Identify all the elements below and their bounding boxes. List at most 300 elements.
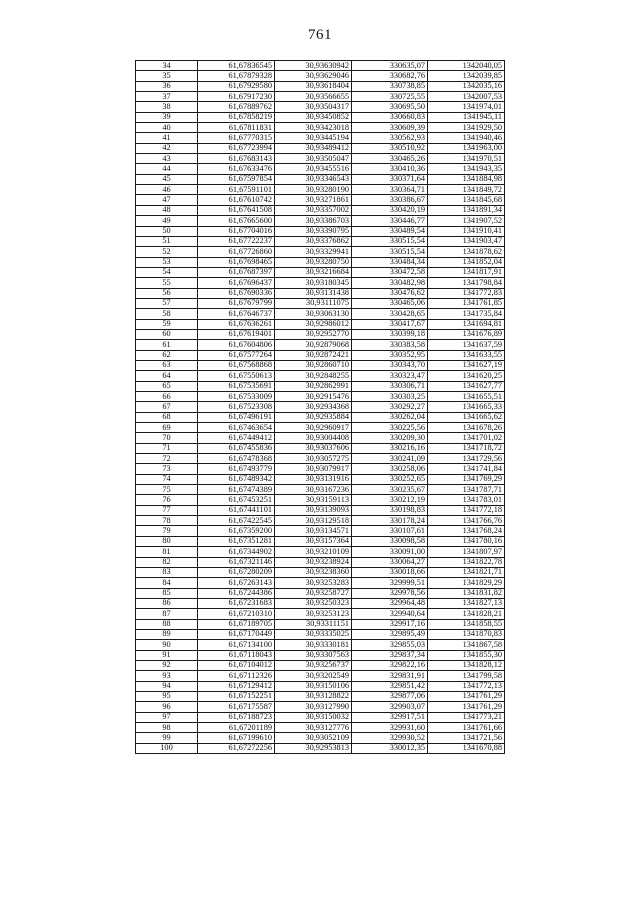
y-coordinate-cell: 1341831,82 bbox=[428, 588, 505, 598]
x-coordinate-cell: 330064,27 bbox=[352, 557, 428, 567]
x-coordinate-cell: 329837,34 bbox=[352, 650, 428, 660]
x-coordinate-cell: 330343,70 bbox=[352, 360, 428, 370]
x-coordinate-cell: 330198,83 bbox=[352, 505, 428, 515]
latitude-cell: 61,67726860 bbox=[198, 247, 275, 257]
table-row bbox=[136, 723, 505, 733]
x-coordinate-cell: 330241,09 bbox=[352, 454, 428, 464]
x-coordinate-cell: 330417,67 bbox=[352, 319, 428, 329]
longitude-cell: 30,93052109 bbox=[275, 733, 352, 743]
x-coordinate-cell: 330235,67 bbox=[352, 485, 428, 495]
x-coordinate-cell: 329851,42 bbox=[352, 681, 428, 691]
table-row bbox=[136, 392, 505, 402]
table-row bbox=[136, 164, 505, 174]
x-coordinate-cell: 329917,16 bbox=[352, 619, 428, 629]
point-number-cell: 81 bbox=[136, 547, 198, 557]
x-coordinate-cell: 330098,58 bbox=[352, 536, 428, 546]
y-coordinate-cell: 1341845,68 bbox=[428, 195, 505, 205]
x-coordinate-cell: 329940,64 bbox=[352, 609, 428, 619]
point-number-cell: 37 bbox=[136, 92, 198, 102]
coordinates-table-body bbox=[136, 61, 505, 754]
latitude-cell: 61,67523308 bbox=[198, 402, 275, 412]
longitude-cell: 30,93063130 bbox=[275, 309, 352, 319]
y-coordinate-cell: 1341821,71 bbox=[428, 567, 505, 577]
table-row bbox=[136, 412, 505, 422]
point-number-cell: 84 bbox=[136, 578, 198, 588]
y-coordinate-cell: 1341929,50 bbox=[428, 123, 505, 133]
x-coordinate-cell: 329903,07 bbox=[352, 702, 428, 712]
latitude-cell: 61,67929580 bbox=[198, 81, 275, 91]
table-row bbox=[136, 236, 505, 246]
longitude-cell: 30,93004408 bbox=[275, 433, 352, 443]
point-number-cell: 40 bbox=[136, 123, 198, 133]
longitude-cell: 30,93150106 bbox=[275, 681, 352, 691]
latitude-cell: 61,67496191 bbox=[198, 412, 275, 422]
y-coordinate-cell: 1341637,59 bbox=[428, 340, 505, 350]
point-number-cell: 43 bbox=[136, 154, 198, 164]
y-coordinate-cell: 1341858,55 bbox=[428, 619, 505, 629]
y-coordinate-cell: 1341627,19 bbox=[428, 360, 505, 370]
x-coordinate-cell: 329964,48 bbox=[352, 598, 428, 608]
longitude-cell: 30,93202549 bbox=[275, 671, 352, 681]
point-number-cell: 39 bbox=[136, 112, 198, 122]
table-row bbox=[136, 402, 505, 412]
table-row bbox=[136, 567, 505, 577]
x-coordinate-cell: 330212,19 bbox=[352, 495, 428, 505]
y-coordinate-cell: 1341974,01 bbox=[428, 102, 505, 112]
y-coordinate-cell: 1341943,35 bbox=[428, 164, 505, 174]
x-coordinate-cell: 329855,03 bbox=[352, 640, 428, 650]
point-number-cell: 41 bbox=[136, 133, 198, 143]
latitude-cell: 61,67722237 bbox=[198, 236, 275, 246]
x-coordinate-cell: 329930,52 bbox=[352, 733, 428, 743]
table-row bbox=[136, 516, 505, 526]
latitude-cell: 61,67636261 bbox=[198, 319, 275, 329]
latitude-cell: 61,67610742 bbox=[198, 195, 275, 205]
y-coordinate-cell: 1341761,85 bbox=[428, 298, 505, 308]
latitude-cell: 61,67244386 bbox=[198, 588, 275, 598]
table-row bbox=[136, 71, 505, 81]
point-number-cell: 58 bbox=[136, 309, 198, 319]
table-row bbox=[136, 319, 505, 329]
longitude-cell: 30,92862991 bbox=[275, 381, 352, 391]
point-number-cell: 80 bbox=[136, 536, 198, 546]
longitude-cell: 30,93329941 bbox=[275, 247, 352, 257]
x-coordinate-cell: 330012,35 bbox=[352, 743, 428, 753]
point-number-cell: 82 bbox=[136, 557, 198, 567]
table-row bbox=[136, 681, 505, 691]
longitude-cell: 30,93216684 bbox=[275, 267, 352, 277]
y-coordinate-cell: 1342007,53 bbox=[428, 92, 505, 102]
latitude-cell: 61,67321146 bbox=[198, 557, 275, 567]
longitude-cell: 30,93618404 bbox=[275, 81, 352, 91]
y-coordinate-cell: 1341665,33 bbox=[428, 402, 505, 412]
latitude-cell: 61,67175587 bbox=[198, 702, 275, 712]
table-row bbox=[136, 185, 505, 195]
latitude-cell: 61,67441101 bbox=[198, 505, 275, 515]
latitude-cell: 61,67210310 bbox=[198, 609, 275, 619]
table-row bbox=[136, 619, 505, 629]
longitude-cell: 30,92953813 bbox=[275, 743, 352, 753]
table-row bbox=[136, 743, 505, 753]
table-row bbox=[136, 381, 505, 391]
longitude-cell: 30,93445194 bbox=[275, 133, 352, 143]
point-number-cell: 89 bbox=[136, 629, 198, 639]
y-coordinate-cell: 1342040,05 bbox=[428, 61, 505, 71]
longitude-cell: 30,93131916 bbox=[275, 474, 352, 484]
y-coordinate-cell: 1341798,84 bbox=[428, 278, 505, 288]
x-coordinate-cell: 330515,54 bbox=[352, 236, 428, 246]
point-number-cell: 59 bbox=[136, 319, 198, 329]
table-row bbox=[136, 143, 505, 153]
x-coordinate-cell: 330562,93 bbox=[352, 133, 428, 143]
x-coordinate-cell: 330371,64 bbox=[352, 174, 428, 184]
table-row bbox=[136, 598, 505, 608]
point-number-cell: 42 bbox=[136, 143, 198, 153]
latitude-cell: 61,67879328 bbox=[198, 71, 275, 81]
longitude-cell: 30,93167236 bbox=[275, 485, 352, 495]
latitude-cell: 61,67463654 bbox=[198, 423, 275, 433]
y-coordinate-cell: 1341655,51 bbox=[428, 392, 505, 402]
longitude-cell: 30,93256737 bbox=[275, 660, 352, 670]
x-coordinate-cell: 330352,95 bbox=[352, 350, 428, 360]
latitude-cell: 61,67619401 bbox=[198, 329, 275, 339]
x-coordinate-cell: 330216,16 bbox=[352, 443, 428, 453]
y-coordinate-cell: 1341827,13 bbox=[428, 598, 505, 608]
x-coordinate-cell: 330364,71 bbox=[352, 185, 428, 195]
latitude-cell: 61,67858219 bbox=[198, 112, 275, 122]
point-number-cell: 69 bbox=[136, 423, 198, 433]
point-number-cell: 61 bbox=[136, 340, 198, 350]
longitude-cell: 30,93390795 bbox=[275, 226, 352, 236]
latitude-cell: 61,67604806 bbox=[198, 340, 275, 350]
point-number-cell: 55 bbox=[136, 278, 198, 288]
point-number-cell: 54 bbox=[136, 267, 198, 277]
x-coordinate-cell: 329822,16 bbox=[352, 660, 428, 670]
longitude-cell: 30,93127776 bbox=[275, 723, 352, 733]
latitude-cell: 61,67889762 bbox=[198, 102, 275, 112]
y-coordinate-cell: 1341940,46 bbox=[428, 133, 505, 143]
y-coordinate-cell: 1341867,58 bbox=[428, 640, 505, 650]
longitude-cell: 30,93150032 bbox=[275, 712, 352, 722]
latitude-cell: 61,67597854 bbox=[198, 174, 275, 184]
point-number-cell: 99 bbox=[136, 733, 198, 743]
table-row bbox=[136, 205, 505, 215]
x-coordinate-cell: 330446,77 bbox=[352, 216, 428, 226]
point-number-cell: 74 bbox=[136, 474, 198, 484]
longitude-cell: 30,93159113 bbox=[275, 495, 352, 505]
table-row bbox=[136, 61, 505, 71]
longitude-cell: 30,93505047 bbox=[275, 154, 352, 164]
x-coordinate-cell: 330323,47 bbox=[352, 371, 428, 381]
latitude-cell: 61,67112326 bbox=[198, 671, 275, 681]
y-coordinate-cell: 1341799,58 bbox=[428, 671, 505, 681]
latitude-cell: 61,67272256 bbox=[198, 743, 275, 753]
longitude-cell: 30,93335025 bbox=[275, 629, 352, 639]
y-coordinate-cell: 1341772,18 bbox=[428, 505, 505, 515]
y-coordinate-cell: 1341817,91 bbox=[428, 267, 505, 277]
longitude-cell: 30,93258727 bbox=[275, 588, 352, 598]
y-coordinate-cell: 1341701,02 bbox=[428, 433, 505, 443]
latitude-cell: 61,67344902 bbox=[198, 547, 275, 557]
table-row bbox=[136, 247, 505, 257]
longitude-cell: 30,93127990 bbox=[275, 702, 352, 712]
longitude-cell: 30,92952770 bbox=[275, 329, 352, 339]
x-coordinate-cell: 330258,06 bbox=[352, 464, 428, 474]
table-row bbox=[136, 329, 505, 339]
latitude-cell: 61,67104012 bbox=[198, 660, 275, 670]
point-number-cell: 49 bbox=[136, 216, 198, 226]
y-coordinate-cell: 1341780,16 bbox=[428, 536, 505, 546]
y-coordinate-cell: 1341773,21 bbox=[428, 712, 505, 722]
y-coordinate-cell: 1341828,12 bbox=[428, 660, 505, 670]
longitude-cell: 30,93157364 bbox=[275, 536, 352, 546]
latitude-cell: 61,67679799 bbox=[198, 298, 275, 308]
point-number-cell: 85 bbox=[136, 588, 198, 598]
table-row bbox=[136, 660, 505, 670]
latitude-cell: 61,67550613 bbox=[198, 371, 275, 381]
longitude-cell: 30,93139093 bbox=[275, 505, 352, 515]
x-coordinate-cell: 330178,24 bbox=[352, 516, 428, 526]
longitude-cell: 30,92848255 bbox=[275, 371, 352, 381]
y-coordinate-cell: 1341787,71 bbox=[428, 485, 505, 495]
longitude-cell: 30,93238360 bbox=[275, 567, 352, 577]
table-row bbox=[136, 505, 505, 515]
table-row bbox=[136, 454, 505, 464]
table-row bbox=[136, 702, 505, 712]
point-number-cell: 38 bbox=[136, 102, 198, 112]
x-coordinate-cell: 330428,65 bbox=[352, 309, 428, 319]
latitude-cell: 61,67134100 bbox=[198, 640, 275, 650]
x-coordinate-cell: 330091,00 bbox=[352, 547, 428, 557]
latitude-cell: 61,67646737 bbox=[198, 309, 275, 319]
latitude-cell: 61,67696437 bbox=[198, 278, 275, 288]
x-coordinate-cell: 330682,76 bbox=[352, 71, 428, 81]
longitude-cell: 30,92860710 bbox=[275, 360, 352, 370]
y-coordinate-cell: 1341768,24 bbox=[428, 526, 505, 536]
table-row bbox=[136, 650, 505, 660]
point-number-cell: 60 bbox=[136, 329, 198, 339]
longitude-cell: 30,93079917 bbox=[275, 464, 352, 474]
longitude-cell: 30,93253283 bbox=[275, 578, 352, 588]
x-coordinate-cell: 330489,54 bbox=[352, 226, 428, 236]
x-coordinate-cell: 330292,27 bbox=[352, 402, 428, 412]
point-number-cell: 34 bbox=[136, 61, 198, 71]
table-row bbox=[136, 350, 505, 360]
point-number-cell: 57 bbox=[136, 298, 198, 308]
point-number-cell: 56 bbox=[136, 288, 198, 298]
latitude-cell: 61,67535691 bbox=[198, 381, 275, 391]
table-row bbox=[136, 712, 505, 722]
latitude-cell: 61,67455836 bbox=[198, 443, 275, 453]
latitude-cell: 61,67449412 bbox=[198, 433, 275, 443]
y-coordinate-cell: 1341907,52 bbox=[428, 216, 505, 226]
table-row bbox=[136, 112, 505, 122]
point-number-cell: 35 bbox=[136, 71, 198, 81]
y-coordinate-cell: 1341970,51 bbox=[428, 154, 505, 164]
table-row bbox=[136, 578, 505, 588]
y-coordinate-cell: 1341627,77 bbox=[428, 381, 505, 391]
longitude-cell: 30,92879068 bbox=[275, 340, 352, 350]
longitude-cell: 30,93330181 bbox=[275, 640, 352, 650]
longitude-cell: 30,92934368 bbox=[275, 402, 352, 412]
table-row bbox=[136, 474, 505, 484]
point-number-cell: 87 bbox=[136, 609, 198, 619]
x-coordinate-cell: 330420,19 bbox=[352, 205, 428, 215]
y-coordinate-cell: 1341761,29 bbox=[428, 691, 505, 701]
y-coordinate-cell: 1341761,29 bbox=[428, 702, 505, 712]
y-coordinate-cell: 1341729,56 bbox=[428, 454, 505, 464]
longitude-cell: 30,92915476 bbox=[275, 392, 352, 402]
point-number-cell: 95 bbox=[136, 691, 198, 701]
table-row bbox=[136, 81, 505, 91]
table-row bbox=[136, 671, 505, 681]
x-coordinate-cell: 330303,25 bbox=[352, 392, 428, 402]
longitude-cell: 30,93450852 bbox=[275, 112, 352, 122]
point-number-cell: 97 bbox=[136, 712, 198, 722]
longitude-cell: 30,93423018 bbox=[275, 123, 352, 133]
longitude-cell: 30,93455516 bbox=[275, 164, 352, 174]
table-row bbox=[136, 691, 505, 701]
latitude-cell: 61,67683143 bbox=[198, 154, 275, 164]
table-row bbox=[136, 298, 505, 308]
latitude-cell: 61,67474389 bbox=[198, 485, 275, 495]
y-coordinate-cell: 1341769,29 bbox=[428, 474, 505, 484]
table-row bbox=[136, 360, 505, 370]
latitude-cell: 61,67422545 bbox=[198, 516, 275, 526]
x-coordinate-cell: 330383,58 bbox=[352, 340, 428, 350]
table-row bbox=[136, 267, 505, 277]
table-row bbox=[136, 92, 505, 102]
point-number-cell: 75 bbox=[136, 485, 198, 495]
table-row bbox=[136, 226, 505, 236]
latitude-cell: 61,67201189 bbox=[198, 723, 275, 733]
y-coordinate-cell: 1341678,26 bbox=[428, 423, 505, 433]
point-number-cell: 50 bbox=[136, 226, 198, 236]
x-coordinate-cell: 330465,26 bbox=[352, 154, 428, 164]
table-row bbox=[136, 102, 505, 112]
y-coordinate-cell: 1341849,72 bbox=[428, 185, 505, 195]
table-row bbox=[136, 557, 505, 567]
x-coordinate-cell: 329831,91 bbox=[352, 671, 428, 681]
x-coordinate-cell: 330725,55 bbox=[352, 92, 428, 102]
y-coordinate-cell: 1341694,81 bbox=[428, 319, 505, 329]
latitude-cell: 61,67118043 bbox=[198, 650, 275, 660]
latitude-cell: 61,67129412 bbox=[198, 681, 275, 691]
table-row bbox=[136, 154, 505, 164]
latitude-cell: 61,67690336 bbox=[198, 288, 275, 298]
table-row bbox=[136, 733, 505, 743]
longitude-cell: 30,93346543 bbox=[275, 174, 352, 184]
y-coordinate-cell: 1341807,97 bbox=[428, 547, 505, 557]
point-number-cell: 72 bbox=[136, 454, 198, 464]
point-number-cell: 51 bbox=[136, 236, 198, 246]
longitude-cell: 30,92872421 bbox=[275, 350, 352, 360]
table-row bbox=[136, 640, 505, 650]
x-coordinate-cell: 330472,58 bbox=[352, 267, 428, 277]
y-coordinate-cell: 1341741,84 bbox=[428, 464, 505, 474]
y-coordinate-cell: 1341735,84 bbox=[428, 309, 505, 319]
latitude-cell: 61,67188723 bbox=[198, 712, 275, 722]
table-row bbox=[136, 371, 505, 381]
longitude-cell: 30,93037606 bbox=[275, 443, 352, 453]
point-number-cell: 98 bbox=[136, 723, 198, 733]
point-number-cell: 83 bbox=[136, 567, 198, 577]
x-coordinate-cell: 329931,60 bbox=[352, 723, 428, 733]
latitude-cell: 61,67704016 bbox=[198, 226, 275, 236]
y-coordinate-cell: 1341620,25 bbox=[428, 371, 505, 381]
x-coordinate-cell: 330660,83 bbox=[352, 112, 428, 122]
x-coordinate-cell: 330465,06 bbox=[352, 298, 428, 308]
table-row bbox=[136, 174, 505, 184]
point-number-cell: 90 bbox=[136, 640, 198, 650]
point-number-cell: 65 bbox=[136, 381, 198, 391]
table-row bbox=[136, 547, 505, 557]
x-coordinate-cell: 330484,34 bbox=[352, 257, 428, 267]
x-coordinate-cell: 330476,62 bbox=[352, 288, 428, 298]
latitude-cell: 61,67687397 bbox=[198, 267, 275, 277]
point-number-cell: 70 bbox=[136, 433, 198, 443]
table-row bbox=[136, 423, 505, 433]
table-row bbox=[136, 133, 505, 143]
x-coordinate-cell: 330306,71 bbox=[352, 381, 428, 391]
longitude-cell: 30,93566655 bbox=[275, 92, 352, 102]
x-coordinate-cell: 329978,56 bbox=[352, 588, 428, 598]
point-number-cell: 79 bbox=[136, 526, 198, 536]
table-row bbox=[136, 443, 505, 453]
longitude-cell: 30,93238924 bbox=[275, 557, 352, 567]
longitude-cell: 30,93134571 bbox=[275, 526, 352, 536]
latitude-cell: 61,67493779 bbox=[198, 464, 275, 474]
latitude-cell: 61,67359200 bbox=[198, 526, 275, 536]
latitude-cell: 61,67665600 bbox=[198, 216, 275, 226]
longitude-cell: 30,93111075 bbox=[275, 298, 352, 308]
latitude-cell: 61,67591101 bbox=[198, 185, 275, 195]
table-row bbox=[136, 609, 505, 619]
longitude-cell: 30,93131438 bbox=[275, 288, 352, 298]
x-coordinate-cell: 330635,07 bbox=[352, 61, 428, 71]
y-coordinate-cell: 1341721,56 bbox=[428, 733, 505, 743]
latitude-cell: 61,67568868 bbox=[198, 360, 275, 370]
longitude-cell: 30,93280750 bbox=[275, 257, 352, 267]
y-coordinate-cell: 1341891,34 bbox=[428, 205, 505, 215]
table-row bbox=[136, 340, 505, 350]
y-coordinate-cell: 1341945,11 bbox=[428, 112, 505, 122]
coordinates-table bbox=[135, 60, 505, 754]
table-row bbox=[136, 526, 505, 536]
point-number-cell: 77 bbox=[136, 505, 198, 515]
point-number-cell: 100 bbox=[136, 743, 198, 753]
x-coordinate-cell: 330252,65 bbox=[352, 474, 428, 484]
y-coordinate-cell: 1341910,41 bbox=[428, 226, 505, 236]
point-number-cell: 44 bbox=[136, 164, 198, 174]
point-number-cell: 92 bbox=[136, 660, 198, 670]
table-row bbox=[136, 309, 505, 319]
latitude-cell: 61,67231683 bbox=[198, 598, 275, 608]
longitude-cell: 30,93180345 bbox=[275, 278, 352, 288]
y-coordinate-cell: 1341855,30 bbox=[428, 650, 505, 660]
table-row bbox=[136, 464, 505, 474]
latitude-cell: 61,67263143 bbox=[198, 578, 275, 588]
point-number-cell: 96 bbox=[136, 702, 198, 712]
table-row bbox=[136, 495, 505, 505]
latitude-cell: 61,67280209 bbox=[198, 567, 275, 577]
latitude-cell: 61,67189705 bbox=[198, 619, 275, 629]
table-row bbox=[136, 278, 505, 288]
longitude-cell: 30,93504317 bbox=[275, 102, 352, 112]
table-row bbox=[136, 195, 505, 205]
latitude-cell: 61,67811831 bbox=[198, 123, 275, 133]
table-row bbox=[136, 536, 505, 546]
